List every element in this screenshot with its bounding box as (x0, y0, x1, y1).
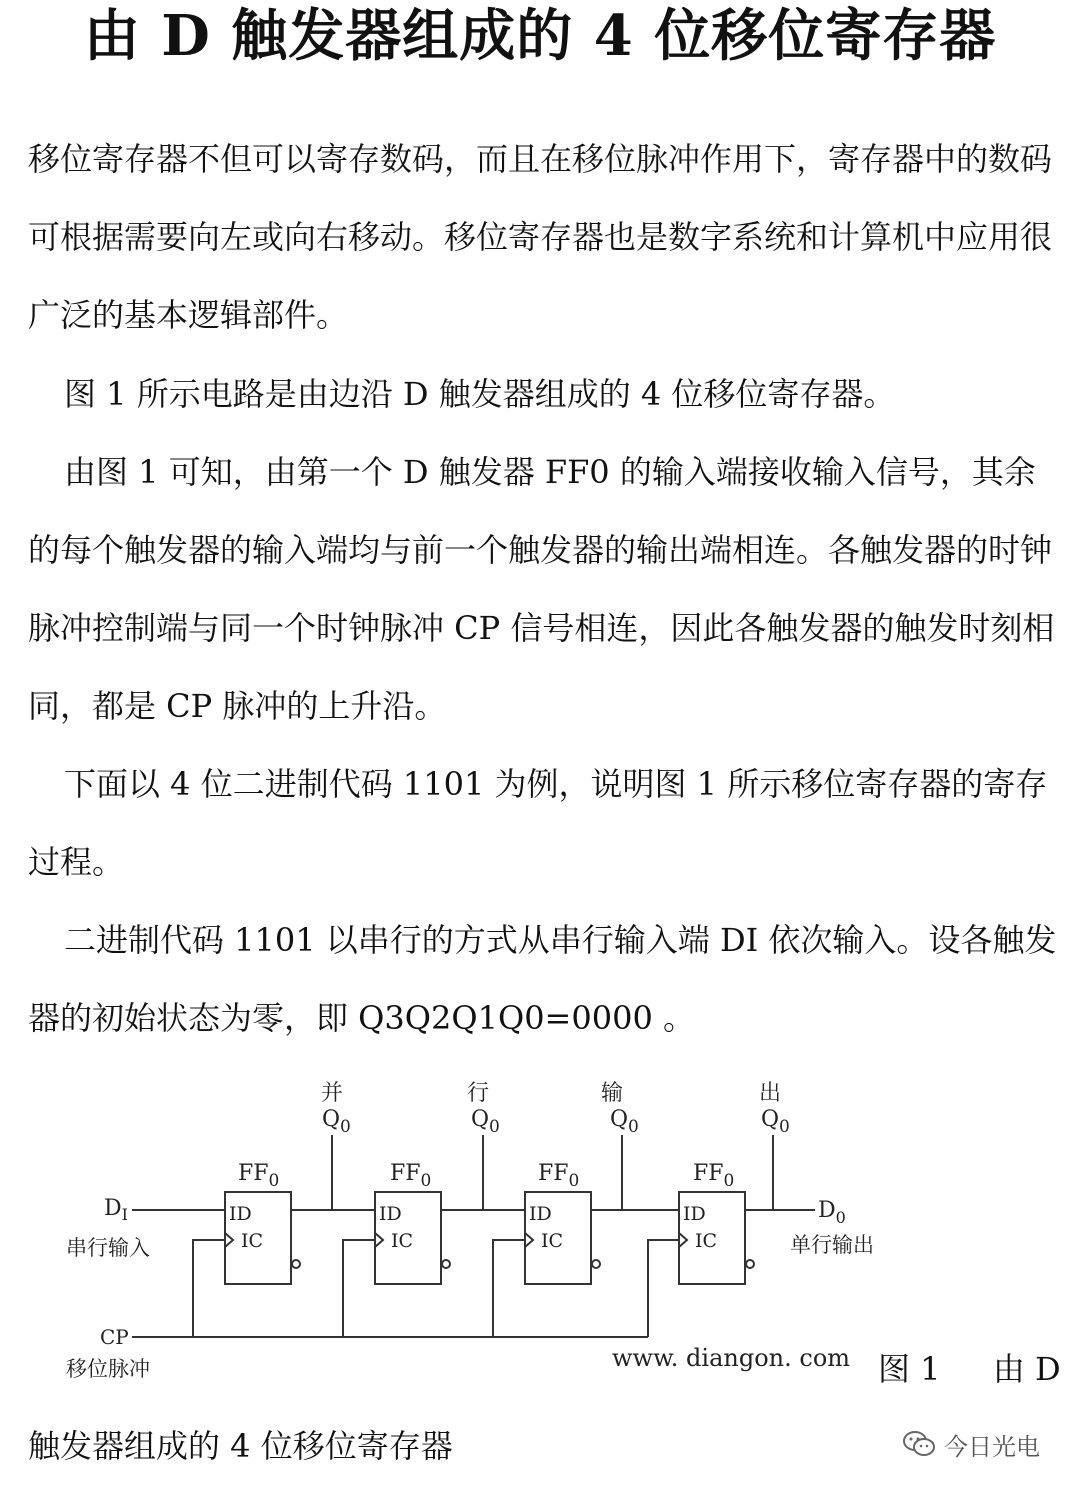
flip-flop-3-d-pin: ID (529, 1203, 552, 1225)
flip-flop-2-c-pin: IC (391, 1230, 414, 1252)
top-label-4: 出 (758, 1081, 782, 1106)
serial-input-label: $D_I$ (104, 1196, 128, 1224)
page-title: 由 D 触发器组成的 4 位移位寄存器 (83, 3, 997, 69)
q-output-label-2: $Q_0$ (471, 1107, 500, 1137)
clock-description: 移位脉冲 (66, 1357, 150, 1381)
watermark-text: www. diangon. com (612, 1344, 851, 1372)
serial-output-label: $D_0$ (818, 1198, 846, 1227)
flip-flop-2-d-pin: ID (379, 1203, 402, 1225)
flip-flop-3-c-pin: IC (541, 1230, 564, 1252)
flip-flop-1-d-pin: ID (229, 1203, 252, 1225)
paragraph-explanation: 由图 1 可知，由第一个 D 触发器 FF0 的输入端接收输入信号，其余的每个触发器的输入端均与前一个触发器的输出端相连。各触发器的时钟脉冲控制端与同一个时钟脉冲 CP 信号相连，因此各触发器的触发时刻相同，都是 CP 脉冲的上升沿。 (28, 453, 1055, 725)
top-label-1: 并 (320, 1081, 344, 1106)
brand-name: 今日光电 (944, 1432, 1040, 1461)
flip-flop-4-label: $FF_0$ (693, 1161, 735, 1191)
flip-flop-2-label: $FF_0$ (390, 1161, 432, 1191)
q-output-label-3: $Q_0$ (610, 1107, 639, 1137)
figure-caption-part1: 图 1 由 D (878, 1350, 1061, 1388)
brand-badge (902, 1424, 1040, 1464)
flip-flop-1-label: $FF_0$ (238, 1161, 280, 1191)
serial-input-description: 串行输入 (66, 1236, 150, 1260)
serial-output-description: 单行输出 (790, 1233, 874, 1257)
paragraph-example: 下面以 4 位二进制代码 1101 为例，说明图 1 所示移位寄存器的寄存过程。 (28, 765, 1048, 881)
wechat-icon (902, 1429, 936, 1459)
paragraph-figure-ref: 图 1 所示电路是由边沿 D 触发器组成的 4 位移位寄存器。 (64, 375, 896, 413)
clock-label: CP (100, 1325, 129, 1349)
flip-flop-3-label: $FF_0$ (538, 1161, 580, 1191)
q-output-label-4: $Q_0$ (761, 1107, 790, 1137)
flip-flop-4-d-pin: ID (683, 1203, 706, 1225)
top-label-2: 行 (466, 1081, 490, 1106)
paragraph-initial-state: 二进制代码 1101 以串行的方式从串行输入端 DI 依次输入。设各触发器的初始状态为零，即 Q3Q2Q1Q0=0000 。 (28, 921, 1057, 1037)
figure-caption-part2: 触发器组成的 4 位移位寄存器 (28, 1427, 453, 1465)
top-label-3: 输 (600, 1081, 624, 1106)
flip-flop-4-c-pin: IC (695, 1230, 718, 1252)
flip-flop-1-c-pin: IC (241, 1230, 264, 1252)
q-output-label-1: $Q_0$ (322, 1107, 351, 1137)
paragraph-intro: 移位寄存器不但可以寄存数码，而且在移位脉冲作用下，寄存器中的数码可根据需要向左或向右移动。移位寄存器也是数字系统和计算机中应用很广泛的基本逻辑部件。 (28, 140, 1053, 334)
